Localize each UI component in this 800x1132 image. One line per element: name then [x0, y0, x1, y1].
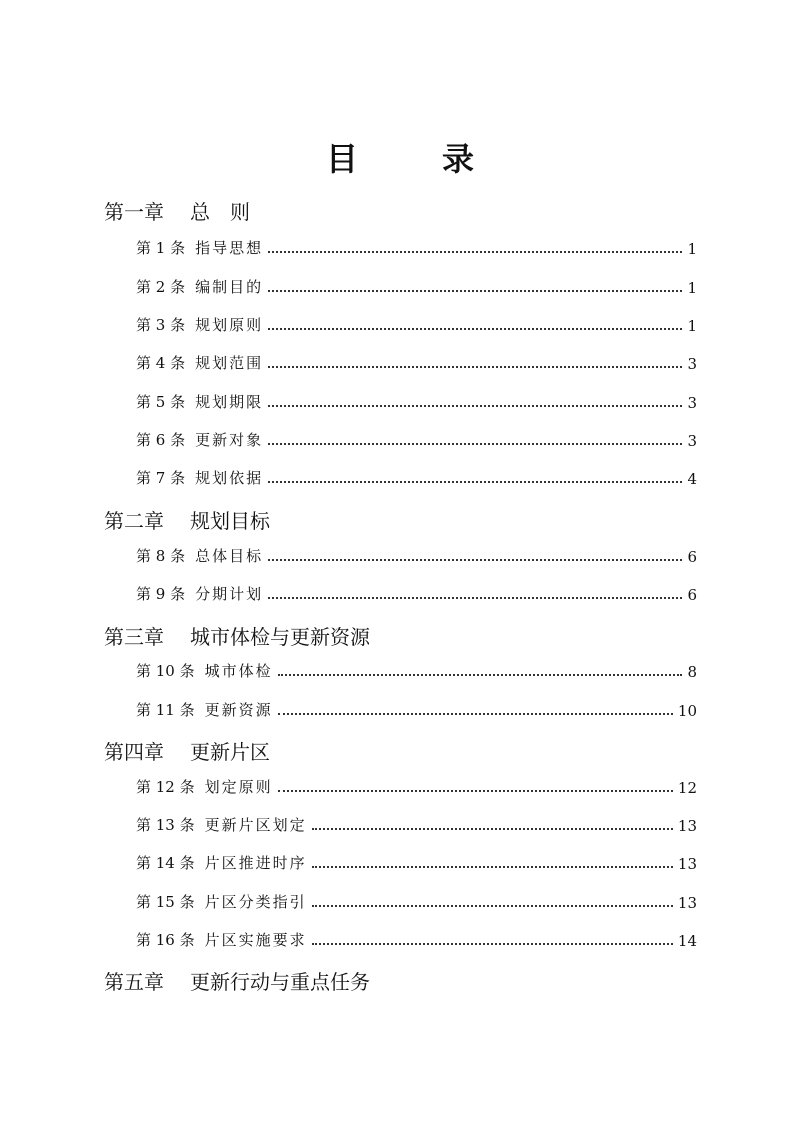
article-title: 更新对象 — [195, 431, 264, 449]
page-number: 13 — [677, 894, 697, 912]
toc-entry[interactable] — [136, 775, 697, 797]
toc-entry[interactable] — [136, 698, 697, 720]
article-number: 第 11 条 — [136, 701, 195, 719]
dot-leader — [268, 366, 682, 368]
toc-entry[interactable] — [136, 890, 697, 912]
page-number: 13 — [677, 855, 697, 873]
article-number: 第 9 条 — [136, 585, 186, 603]
article-title: 更新片区划定 — [204, 816, 307, 834]
page-number: 6 — [687, 586, 697, 604]
article-title: 指导思想 — [195, 239, 264, 257]
dot-leader — [268, 405, 682, 407]
dot-leader — [278, 674, 683, 676]
toc-entry[interactable] — [136, 582, 697, 604]
chapter-heading[interactable] — [104, 736, 270, 765]
chapter-title: 更新片区 — [190, 740, 270, 764]
chapter-title: 总 则 — [190, 200, 250, 224]
page-number: 6 — [687, 548, 697, 566]
toc-entry[interactable] — [136, 351, 697, 373]
chapter-number: 第三章 — [104, 625, 164, 649]
chapter-heading[interactable] — [104, 505, 270, 534]
article-number: 第 13 条 — [136, 816, 195, 834]
dot-leader — [278, 713, 673, 715]
page-number: 3 — [687, 432, 697, 450]
dot-leader — [312, 828, 673, 830]
article-title: 总体目标 — [195, 547, 264, 565]
article-number: 第 3 条 — [136, 316, 186, 334]
dot-leader — [268, 328, 682, 330]
page-number: 8 — [687, 663, 697, 681]
article-title: 规划依据 — [195, 469, 264, 487]
article-title: 分期计划 — [195, 585, 264, 603]
page-number: 3 — [687, 355, 697, 373]
article-number: 第 6 条 — [136, 431, 186, 449]
page-number: 1 — [687, 317, 697, 335]
page-number: 3 — [687, 394, 697, 412]
dot-leader — [268, 481, 682, 483]
page-number: 4 — [687, 470, 697, 488]
chapter-number: 第二章 — [104, 509, 164, 533]
chapter-number: 第四章 — [104, 740, 164, 764]
article-title: 划定原则 — [204, 778, 273, 796]
page-number: 10 — [677, 702, 697, 720]
chapter-title: 更新行动与重点任务 — [190, 970, 370, 994]
toc-title: 目 录 — [325, 140, 500, 178]
chapter-heading[interactable] — [104, 196, 250, 225]
article-number: 第 4 条 — [136, 354, 186, 372]
article-number: 第 15 条 — [136, 893, 195, 911]
toc-entry[interactable] — [136, 313, 697, 335]
toc-entry[interactable] — [136, 659, 697, 681]
article-title: 片区实施要求 — [204, 931, 307, 949]
toc-entry[interactable] — [136, 851, 697, 873]
article-number: 第 8 条 — [136, 547, 186, 565]
page-number: 13 — [677, 817, 697, 835]
chapter-heading[interactable] — [104, 966, 370, 995]
article-title: 规划范围 — [195, 354, 264, 372]
toc-entry[interactable] — [136, 275, 697, 297]
chapter-number: 第五章 — [104, 970, 164, 994]
article-title: 规划原则 — [195, 316, 264, 334]
dot-leader — [268, 290, 682, 292]
article-title: 更新资源 — [204, 701, 273, 719]
article-title: 片区推进时序 — [204, 854, 307, 872]
article-title: 城市体检 — [204, 662, 273, 680]
dot-leader — [312, 943, 673, 945]
toc-entry[interactable] — [136, 428, 697, 450]
toc-entry[interactable] — [136, 544, 697, 566]
toc-entry[interactable] — [136, 236, 697, 258]
chapter-number: 第一章 — [104, 200, 164, 224]
article-number: 第 12 条 — [136, 778, 195, 796]
chapter-title: 城市体检与更新资源 — [190, 625, 370, 649]
article-number: 第 14 条 — [136, 854, 195, 872]
dot-leader — [278, 790, 673, 792]
toc-entry[interactable] — [136, 466, 697, 488]
article-number: 第 1 条 — [136, 239, 186, 257]
dot-leader — [312, 866, 673, 868]
dot-leader — [268, 597, 682, 599]
dot-leader — [268, 443, 682, 445]
chapter-heading[interactable] — [104, 621, 370, 650]
article-number: 第 16 条 — [136, 931, 195, 949]
toc-entry[interactable] — [136, 390, 697, 412]
page-number: 1 — [687, 279, 697, 297]
dot-leader — [268, 251, 682, 253]
article-number: 第 10 条 — [136, 662, 195, 680]
article-number: 第 5 条 — [136, 393, 186, 411]
article-title: 编制目的 — [195, 278, 264, 296]
page-number: 14 — [677, 932, 697, 950]
article-number: 第 7 条 — [136, 469, 186, 487]
dot-leader — [312, 905, 673, 907]
page-number: 1 — [687, 240, 697, 258]
article-title: 规划期限 — [195, 393, 264, 411]
page-number: 12 — [677, 779, 697, 797]
dot-leader — [268, 559, 682, 561]
chapter-title: 规划目标 — [190, 509, 270, 533]
article-title: 片区分类指引 — [204, 893, 307, 911]
toc-entry[interactable] — [136, 813, 697, 835]
article-number: 第 2 条 — [136, 278, 186, 296]
toc-entry[interactable] — [136, 928, 697, 950]
